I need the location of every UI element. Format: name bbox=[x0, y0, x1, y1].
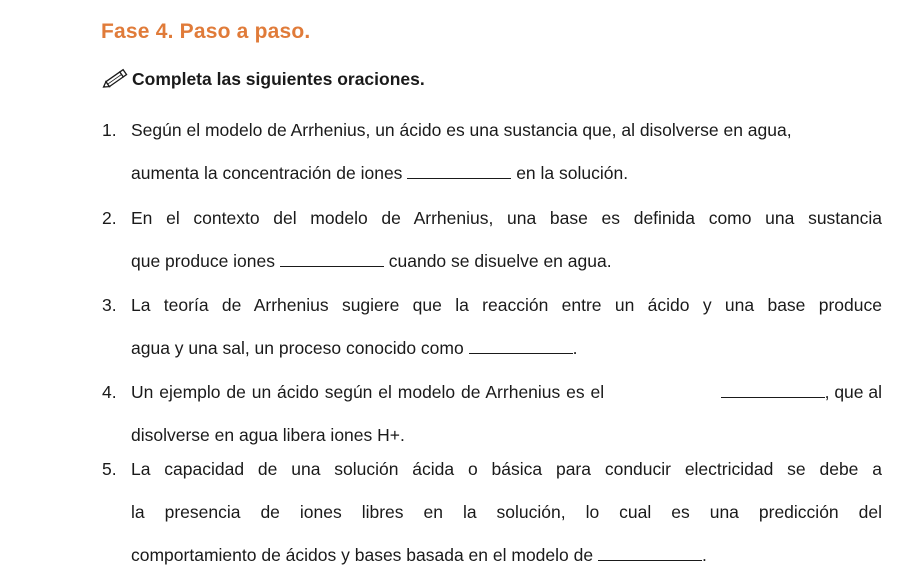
instruction bbox=[100, 68, 425, 90]
item-number: 4. bbox=[102, 382, 117, 402]
item-text-line-2: aumenta la concentración de iones en la solución. bbox=[131, 163, 629, 183]
item-text: la presencia de iones libres en la solución, lo cual es una predicción del bbox=[131, 502, 882, 522]
answer-blank[interactable] bbox=[469, 338, 573, 354]
answer-blank[interactable] bbox=[721, 382, 825, 398]
item-number: 5. bbox=[102, 459, 117, 479]
item-number: 2. bbox=[102, 208, 117, 228]
answer-blank[interactable] bbox=[280, 251, 384, 267]
answer-blank[interactable] bbox=[598, 545, 702, 561]
item-text: Según el modelo de Arrhenius, un ácido es una sustancia que, al disolverse en agua, bbox=[131, 120, 792, 140]
item-text-line-2: que produce iones cuando se disuelve en agua. bbox=[131, 251, 612, 271]
item-text: La capacidad de una solución ácida o básica para conducir electricidad se debe a bbox=[131, 459, 882, 479]
item-number: 1. bbox=[102, 120, 117, 140]
item-text: disolverse en agua libera iones H+. bbox=[131, 425, 405, 445]
item-text: En el contexto del modelo de Arrhenius, una base es definida como una sustancia bbox=[131, 208, 882, 228]
item-text-line-2: agua y una sal, un proceso conocido como . bbox=[131, 338, 578, 358]
item-text-line-1: Un ejemplo de un ácido según el modelo de Arrhenius es el , que al bbox=[131, 382, 882, 402]
instruction-text: Completa las siguientes oraciones. bbox=[132, 68, 425, 89]
item-text-line-3: comportamiento de ácidos y bases basada en el modelo de . bbox=[131, 545, 707, 565]
answer-blank[interactable] bbox=[407, 163, 511, 179]
item-number: 3. bbox=[102, 295, 117, 315]
pencil-icon bbox=[100, 68, 130, 90]
item-text: La teoría de Arrhenius sugiere que la reacción entre un ácido y una base produce bbox=[131, 295, 882, 315]
section-title: Fase 4. Paso a paso. bbox=[101, 20, 311, 43]
